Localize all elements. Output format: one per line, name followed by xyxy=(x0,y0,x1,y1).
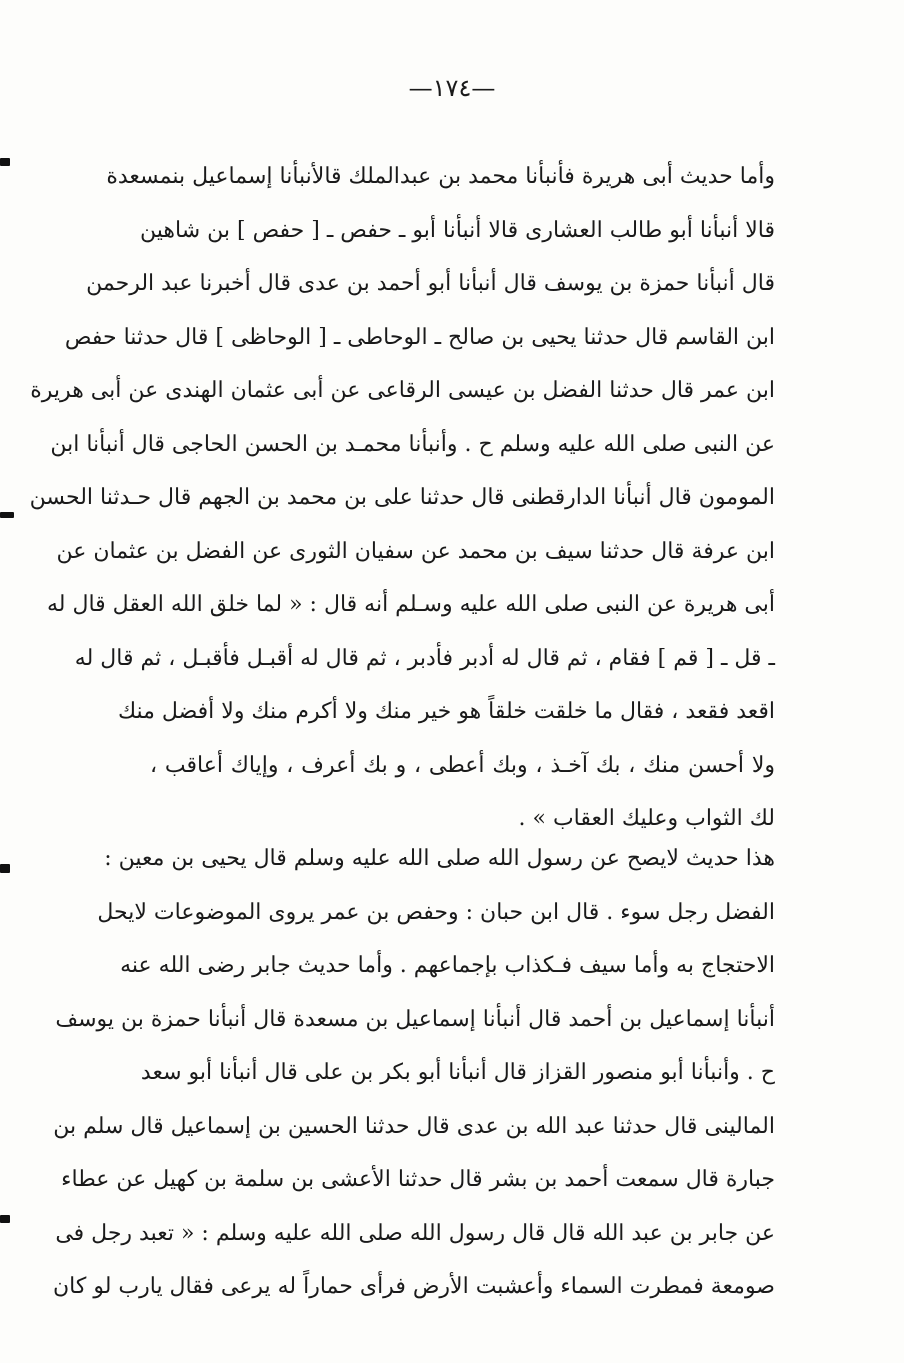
text-line: جبارة قال سمعت أحمد بن بشر قال حدثنا الأعشى بن سلمة بن كهيل عن عطاء xyxy=(61,1167,775,1192)
text-line: أبى هريرة عن النبى صلى الله عليه وسـلم أنه قال : « لما خلق الله العقل قال له xyxy=(46,592,775,617)
text-line: قال أنبأنا حمزة بن يوسف قال أنبأنا أبو أحمد بن عدى قال أخبرنا عبد الرحمن xyxy=(86,271,775,296)
text-line: ولا أحسن منك ، بك آخـذ ، وبك أعطى ، و بك أعرف ، وإياك أعاقب ، xyxy=(150,752,775,778)
text-line: ابن عرفة قال حدثنا سيف بن محمد عن سفيان الثورى عن الفضل بن عثمان عن xyxy=(56,538,775,564)
text-line: وأما حديث أبى هريرة فأنبأنا محمد بن عبدالملك قالأنبأنا إسماعيل بنمسعدة xyxy=(106,164,775,189)
text-line: عن النبى صلى الله عليه وسلم ح . وأنبأنا محمـد بن الحسن الحاجى قال أنبأنا ابن xyxy=(50,431,775,457)
text-line: الفضل رجل سوء . قال ابن حبان : وحفص بن عمر يروى الموضوعات لايحل xyxy=(97,899,775,925)
text-line: أنبأنا إسماعيل بن أحمد قال أنبأنا إسماعيل بن مسعدة قال أنبأنا حمزة بن يوسف xyxy=(55,1006,775,1032)
text-line: قالا أنبأنا أبو طالب العشارى قالا أنبأنا أبو ـ حفص ـ [ حفص ] بن شاهين xyxy=(140,217,775,243)
binding-mark xyxy=(0,512,14,518)
page-number: —١٧٤— xyxy=(408,74,496,102)
text-line: ـ قل ـ [ قم ] فقام ، ثم قال له أدبر فأدبر ، ثم قال له أقبـل فأقبـل ، ثم قال له xyxy=(74,645,775,671)
text-line: المومون قال أنبأنا الدارقطنى قال حدثنا على بن محمد بن الجهم قال حـدثنا الحسن xyxy=(29,485,775,510)
binding-mark xyxy=(0,864,10,873)
text-line: ابن القاسم قال حدثنا يحيى بن صالح ـ الوحاطى ـ [ الوحاظى ] قال حدثنا حفص xyxy=(64,324,775,350)
binding-mark xyxy=(0,158,10,166)
text-line: عن جابر بن عبد الله قال قال رسول الله صلى الله عليه وسلم : « تعبد رجل فى xyxy=(55,1220,775,1246)
binding-mark xyxy=(0,1215,10,1223)
text-line: اقعد فقعد ، فقال ما خلقت خلقاً هو خير منك ولا أكرم منك ولا أفضل منك xyxy=(117,699,775,724)
text-line: ح . وأنبأنا أبو منصور القزاز قال أنبأنا أبو بكر بن على قال أنبأنا أبو سعد xyxy=(140,1060,775,1085)
text-line: صومعة فمطرت السماء وأعشبت الأرض فرأى حماراً له يرعى فقال يارب لو كان xyxy=(53,1274,775,1299)
paragraph-2 xyxy=(53,832,775,1314)
text-line: المالينى قال حدثنا عبد الله بن عدى قال حدثنا الحسين بن إسماعيل قال سلم بن xyxy=(53,1113,775,1139)
paragraph-1 xyxy=(29,150,775,846)
text-line: لك الثواب وعليك العقاب » . xyxy=(518,806,775,831)
text-line: الاحتجاج به وأما سيف فـكذاب بإجماعهم . وأما حديث جابر رضى الله عنه xyxy=(120,953,775,978)
text-line: هذا حديث لايصح عن رسول الله صلى الله عليه وسلم قال يحيى بن معين : xyxy=(104,846,775,871)
text-line: ابن عمر قال حدثنا الفضل بن عيسى الرقاعى عن أبى عثمان الهندى عن أبى هريرة xyxy=(30,378,775,403)
